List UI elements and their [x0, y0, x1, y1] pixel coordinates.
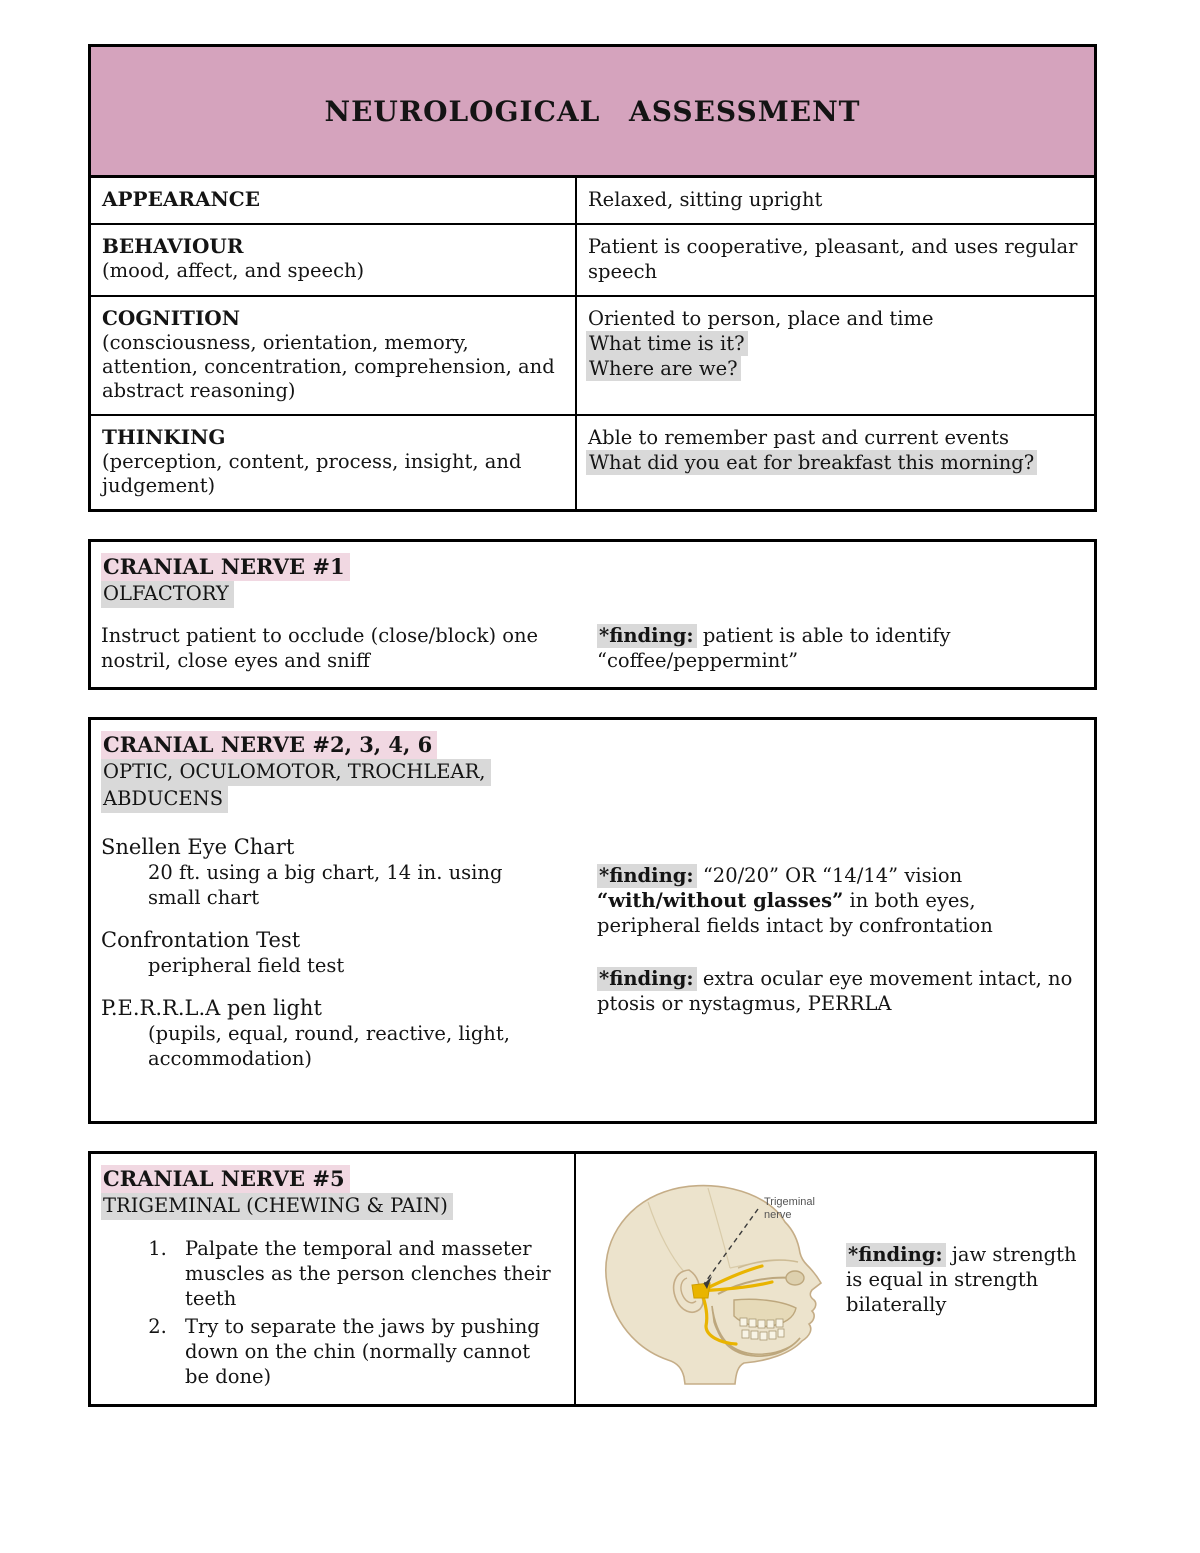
- cranial-nerve-2346-box: [88, 717, 1097, 1124]
- finding-label: *finding:: [597, 967, 697, 991]
- cn2346-tests-column: [101, 817, 585, 1071]
- cn2346-finding-eom: [597, 966, 1082, 1016]
- finding-question: Where are we?: [588, 356, 1082, 381]
- finding-line: Oriented to person, place and time: [588, 307, 934, 330]
- finding-line: Relaxed, sitting upright: [588, 188, 823, 211]
- cn5-finding-cell: [576, 1154, 1094, 1404]
- test-detail: 20 ft. using a big chart, 14 in. using small chart: [148, 861, 503, 909]
- finding-line: Patient is cooperative, pleasant, and uses regular speech: [588, 235, 1078, 283]
- cn5-title: CRANIAL NERVE #5: [101, 1165, 350, 1193]
- cn2346-subtitle-line1: [101, 759, 1082, 786]
- cn2346-subtitle: OPTIC, OCULOMOTOR, TROCHLEAR,: [101, 759, 491, 786]
- row-finding-cell: [577, 225, 1094, 295]
- cn5-steps-list: [101, 1236, 562, 1389]
- finding-question: What did you eat for breakfast this morning?: [588, 450, 1082, 475]
- finding-line: Able to remember past and current events: [588, 426, 1010, 449]
- cn1-columns: [101, 623, 1082, 673]
- row-finding-cell: [577, 297, 1094, 414]
- cn1-subtitle: OLFACTORY: [101, 581, 234, 608]
- row-label: APPEARANCE: [102, 187, 260, 211]
- finding-label: *finding:: [846, 1243, 946, 1267]
- row-label-cell: [91, 178, 577, 223]
- cn2346-subtitle: ABDUCENS: [101, 786, 228, 813]
- finding-text-bold: “with/without glasses”: [597, 889, 844, 912]
- cn5-subtitle: TRIGEMINAL (CHEWING & PAIN): [101, 1193, 453, 1220]
- test-name-confrontation: Confrontation Test: [101, 928, 301, 952]
- table-row-appearance: [91, 178, 1094, 225]
- cn1-instruction-column: [101, 623, 585, 673]
- cn5-instruction-cell: [91, 1154, 576, 1404]
- cn5-grid: [91, 1154, 1094, 1404]
- table-row-thinking: [91, 416, 1094, 509]
- row-sublabel: (perception, content, process, insight, and judgement): [102, 450, 522, 497]
- row-label-cell: [91, 225, 577, 295]
- cn2346-columns: [101, 817, 1082, 1071]
- finding-label: *finding:: [597, 624, 697, 648]
- finding-question: What time is it?: [588, 331, 1082, 356]
- finding-text: extra ocular eye movement intact, no ptosis or nystagmus, PERRLA: [597, 967, 1073, 1015]
- test-detail: (pupils, equal, round, reactive, light, accommodation): [148, 1022, 510, 1070]
- assessment-table: [88, 44, 1097, 512]
- cn1-title: CRANIAL NERVE #1: [101, 553, 350, 581]
- table-row-behaviour: [91, 225, 1094, 297]
- row-sublabel: (mood, affect, and speech): [102, 259, 365, 282]
- cn1-subtitle-line: [101, 581, 1082, 608]
- cranial-nerve-1-box: [88, 539, 1097, 690]
- row-finding-cell: [577, 416, 1094, 509]
- finding-text: patient is able to identify “coffee/peppermint”: [597, 624, 951, 672]
- cn5-title-line: [101, 1165, 562, 1193]
- cn5-step-1: 1. Palpate the temporal and masseter muscles as the person clenches their teeth: [173, 1236, 557, 1311]
- cn5-finding: [846, 1242, 1078, 1317]
- finding-label: *finding:: [597, 864, 697, 888]
- cn1-instruction: Instruct patient to occlude (close/block) one nostril, close eyes and sniff: [101, 624, 539, 672]
- test-detail: peripheral field test: [148, 954, 345, 977]
- page-title: NEUROLOGICAL ASSESSMENT: [324, 94, 861, 128]
- finding-text: “20/20” OR “14/14” vision: [702, 864, 963, 887]
- row-finding-cell: [577, 178, 1094, 223]
- test-name-perrla: P.E.R.R.L.A pen light: [101, 996, 322, 1020]
- document-content: [88, 44, 1097, 1407]
- cn2346-findings-column: [585, 817, 1082, 1071]
- row-label: THINKING: [102, 425, 226, 449]
- trigeminal-nerve-illustration: [588, 1172, 840, 1386]
- row-label: BEHAVIOUR: [102, 234, 244, 258]
- cn1-finding-column: [585, 623, 1082, 673]
- cn1-title-line: [101, 553, 1082, 581]
- cranial-nerve-5-box: [88, 1151, 1097, 1407]
- test-name-snellen: Snellen Eye Chart: [101, 835, 295, 859]
- row-label-cell: [91, 416, 577, 509]
- cn5-subtitle-line: [101, 1193, 562, 1220]
- table-row-cognition: [91, 297, 1094, 416]
- illustration-label-line2: nerve: [764, 1209, 792, 1221]
- cn5-step-2: 2. Try to separate the jaws by pushing down on the chin (normally cannot be done): [173, 1314, 557, 1389]
- cn2346-title-line: [101, 731, 1082, 759]
- cn2346-finding-vision: [597, 863, 1082, 938]
- cn2346-subtitle-line2: [101, 786, 1082, 813]
- finding-text: jaw strength is equal in strength bilaterally: [846, 1242, 1077, 1316]
- finding-text: in both eyes, peripheral fields intact by confrontation: [597, 889, 993, 937]
- row-sublabel: (consciousness, orientation, memory, attention, concentration, comprehension, and abstract reasoning): [102, 331, 555, 402]
- cn1-finding: [597, 623, 1082, 673]
- table-title-cell: [91, 47, 1094, 178]
- cn2346-title: CRANIAL NERVE #2, 3, 4, 6: [101, 731, 437, 759]
- illustration-label-line1: Trigeminal: [764, 1196, 815, 1208]
- row-label-cell: [91, 297, 577, 414]
- row-label: COGNITION: [102, 306, 240, 330]
